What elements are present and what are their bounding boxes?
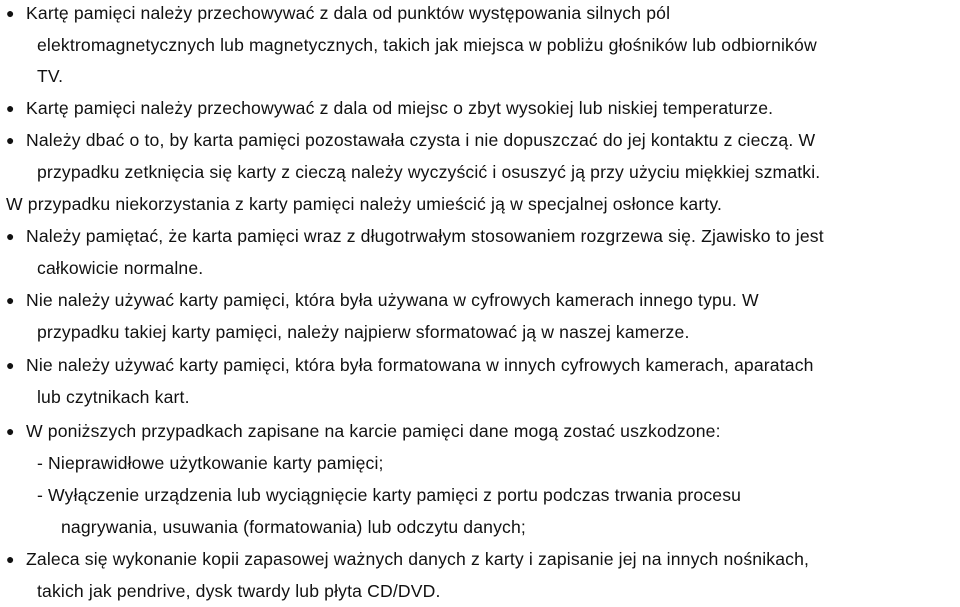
bullet-icon: ● [6, 292, 15, 308]
damage-case-continuation: nagrywania, usuwania (formatowania) lub odczytu danych; [61, 517, 526, 537]
instruction-continuation: elektromagnetycznych lub magnetycznych, takich jak miejsca w pobliżu głośników lub odbiorników [37, 35, 817, 55]
instruction-item [6, 97, 773, 119]
bullet-icon: ● [6, 132, 15, 148]
bullet-icon: ● [6, 357, 15, 373]
instruction-item [6, 225, 824, 247]
instruction-text: Nie należy używać karty pamięci, która była formatowana w innych cyfrowych kamerach, aparatach [26, 355, 814, 375]
instruction-text: Należy pamiętać, że karta pamięci wraz z długotrwałym stosowaniem rozgrzewa się. Zjawisko to jest [26, 226, 824, 246]
instruction-continuation: lub czytnikach kart. [37, 387, 190, 407]
bullet-icon: ● [6, 5, 15, 21]
instruction-text: Zaleca się wykonanie kopii zapasowej ważnych danych z karty i zapisanie jej na innych nośnikach, [26, 549, 810, 569]
bullet-icon: ● [6, 100, 15, 116]
instruction-item [6, 548, 809, 570]
instruction-item [6, 129, 815, 151]
bullet-icon: ● [6, 423, 15, 439]
instruction-item [6, 2, 670, 24]
instruction-continuation: przypadku zetknięcia się karty z cieczą należy wyczyścić i osuszyć ją przy użyciu miękkiej szmatki. [37, 162, 821, 182]
instruction-item [6, 289, 759, 311]
instruction-text: Nie należy używać karty pamięci, która była używana w cyfrowych kamerach innego typu. W [26, 290, 759, 310]
bullet-icon: ● [6, 228, 15, 244]
bullet-icon: ● [6, 551, 15, 567]
instruction-text: W poniższych przypadkach zapisane na karcie pamięci dane mogą zostać uszkodzone: [26, 421, 721, 441]
damage-case-item: - Wyłączenie urządzenia lub wyciągnięcie karty pamięci z portu podczas trwania procesu [37, 485, 742, 505]
instruction-continuation: przypadku takiej karty pamięci, należy najpierw sformatować ją w naszej kamerze. [37, 322, 690, 342]
damage-case-item: - Nieprawidłowe użytkowanie karty pamięci; [37, 453, 384, 473]
instruction-continuation: TV. [37, 66, 64, 86]
instruction-text: Kartę pamięci należy przechowywać z dala od punktów występowania silnych pól [26, 3, 671, 23]
instruction-item [6, 354, 814, 376]
instruction-continuation: całkowicie normalne. [37, 258, 204, 278]
instruction-item [6, 420, 721, 442]
instruction-plain-line: W przypadku niekorzystania z karty pamięci należy umieścić ją w specjalnej osłonce karty. [6, 194, 723, 214]
instruction-continuation: takich jak pendrive, dysk twardy lub płyta CD/DVD. [37, 581, 441, 601]
instruction-text: Należy dbać o to, by karta pamięci pozostawała czysta i nie dopuszczać do jej kontaktu z cieczą. W [26, 130, 816, 150]
instruction-text: Kartę pamięci należy przechowywać z dala od miejsc o zbyt wysokiej lub niskiej temperaturze. [26, 98, 774, 118]
